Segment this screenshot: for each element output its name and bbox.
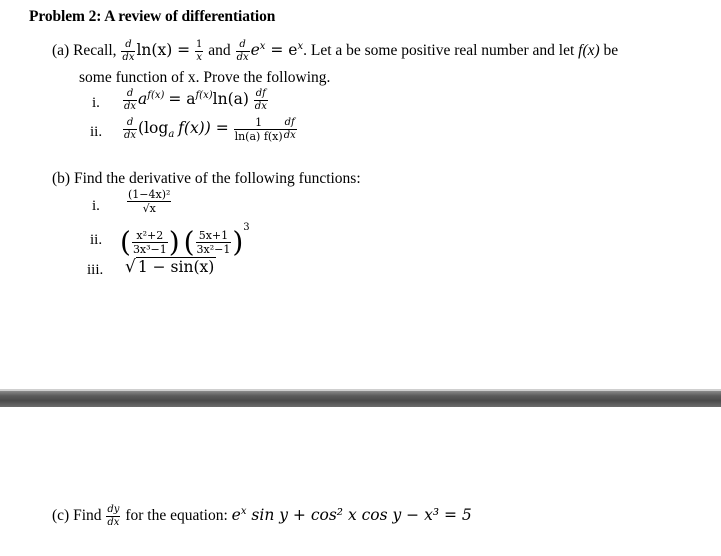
and-word: and: [208, 42, 231, 60]
part-b-item-iii-num: iii.: [87, 262, 104, 278]
function-2-left-fraction: $\frac{\text{x²+2}}{\text{3x³−1}}$: [132, 228, 167, 256]
part-b-item-i-num: i.: [92, 198, 100, 214]
part-a-label: (a) Recall,: [52, 42, 117, 60]
part-a-line-2: some function of x. Prove the following.: [79, 69, 331, 86]
part-b-function-3: √ 1 − sin(x): [125, 257, 215, 277]
ln-x-expression: ln(x) =: [136, 41, 191, 60]
df-over-dx: $\frac{df}{dx}$: [254, 88, 267, 112]
part-b-item-ii-num: ii.: [90, 232, 103, 248]
section-divider: [0, 391, 721, 407]
derivative-operator-4: $\frac{d}{dx}$: [124, 117, 137, 141]
part-a-line-1: [52, 40, 618, 63]
part-c-line: [52, 505, 472, 528]
dy-over-dx: $\frac{dy}{dx}$: [107, 504, 120, 528]
fx-label: f(x): [578, 42, 600, 60]
part-a-item-i-expression: $\frac{d}{dx}$ $a^{f(x)} = a^{f(x)}\ln(a)$ $\frac{df}{dx}$: [124, 88, 267, 112]
part-a-item-ii-num: ii.: [90, 124, 103, 140]
derivative-operator-2: $\frac{d}{dx}$: [236, 39, 249, 63]
part-a-tail: . Let a be some positive real number and let: [303, 42, 575, 60]
problem-title: Problem 2: A review of differentiation: [29, 8, 276, 25]
part-b-label: (b) Find the derivative of the following functions:: [52, 170, 361, 187]
e-power-x: $e^x = e^x$: [250, 40, 304, 60]
derivative-operator: $\frac{d}{dx}$: [122, 39, 135, 63]
part-b-function-1: [126, 189, 172, 214]
log-derivative-fraction: $\frac{1}{\ln(a) f(x)}$: [234, 116, 283, 143]
part-c-text: for the equation:: [125, 507, 228, 525]
derivative-operator-3: $\frac{d}{dx}$: [124, 88, 137, 112]
part-a-item-ii-expression: $\frac{d}{dx}$ ($\log_a$ f(x)) = $\frac{1}{\ln(a) f(x)}$ $\frac{df}{dx}$: [124, 116, 296, 143]
one-over-x: $\frac{1}{x}$: [196, 39, 203, 63]
df-over-dx-2: $\frac{df}{dx}$: [283, 117, 296, 141]
be-word: be: [603, 42, 619, 60]
function-2-right-fraction: $\frac{5x+1}{\text{3x²−1}}$: [196, 228, 231, 256]
function-1-fraction: $\frac{\text{(1−4x)²}}{√x}$: [128, 188, 171, 215]
part-a-item-i-num: i.: [92, 95, 100, 111]
part-c-label: (c) Find: [52, 507, 102, 525]
part-b-function-2: ( $\frac{\text{x²+2}}{\text{3x³−1}}$ ) ( $\frac{5x+1}{\text{3x²−1}}$ )$^3$: [120, 222, 250, 259]
part-c-equation: $e^x$ sin y + cos² x cos y − x³ = 5: [231, 505, 472, 525]
